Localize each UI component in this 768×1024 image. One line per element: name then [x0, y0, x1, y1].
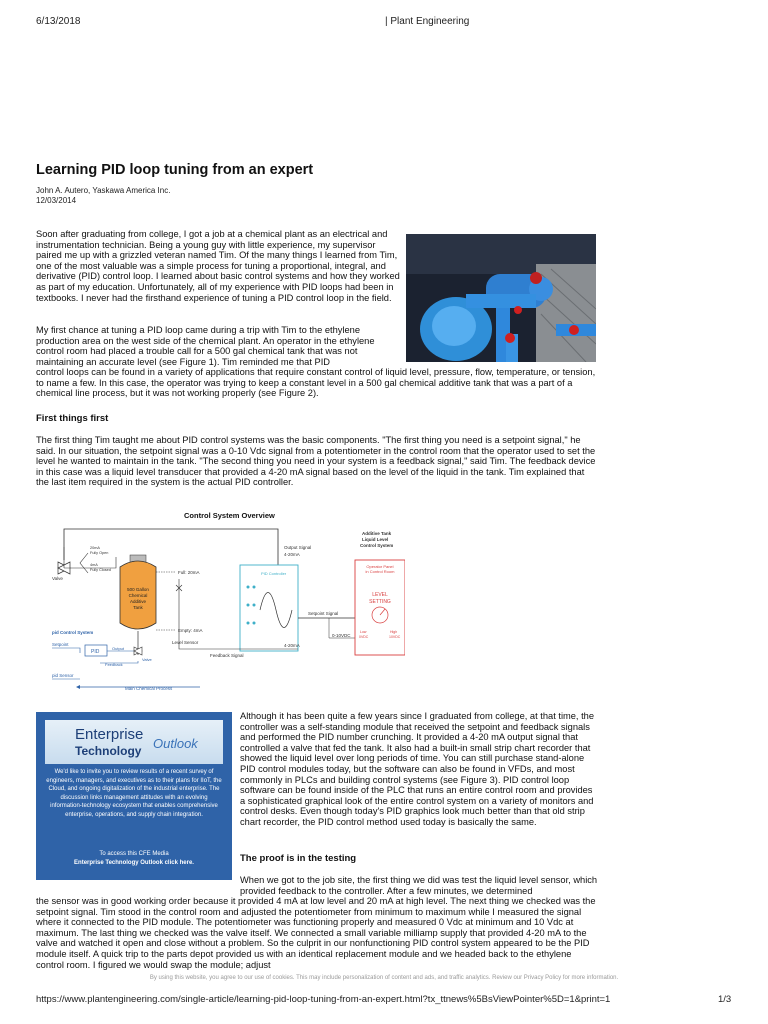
- paragraph-first-chance-a: My first chance at tuning a PID loop came during a trip with Tim to the ethylene production area on the west side of the chemical plant. An operator in the ethylene control room had placed a trouble call for a 500 gal chemical tank that was not maintaining an accurate level (see Figure 1). Tim reminded me that PID: [36, 325, 375, 367]
- svg-text:PID: PID: [91, 649, 100, 655]
- article-author: John A. Autero, Yaskawa America Inc.: [36, 186, 171, 195]
- svg-text:Fully Closed: Fully Closed: [90, 568, 111, 572]
- ad-title-enterprise: Enterprise: [75, 726, 144, 743]
- svg-text:Control System: Control System: [360, 543, 394, 548]
- cookie-notice: By using this website, you agree to our use of cookies. This may include personalization of content and ads, and traffic analytics. Review our Privacy Policy for more information.: [149, 975, 619, 981]
- svg-text:0VDC: 0VDC: [359, 635, 369, 639]
- subheading-proof-testing: The proof is in the testing: [240, 853, 357, 864]
- svg-text:Tank: Tank: [133, 605, 143, 610]
- svg-text:SETTING: SETTING: [369, 599, 391, 605]
- article-title: Learning PID loop tuning from an expert: [36, 162, 314, 178]
- paragraph-testing-a: When we got to the job site, the first thing we did was test the liquid level sensor, which provided feedback to the controller. After a few minutes, we determined: [240, 875, 598, 896]
- paragraph-intro: Soon after graduating from college, I got a job at a chemical plant as an electrical and instrumentation technician. Being a young guy with little experience, my supervisor paired me up with a grizzled veteran named Tim. Of the many things I learned from Tim, one of the most valuable was a simple process for tuning a proportional, integral, and derivative (PID) control loop. I learned about basic control systems and how they worked as part of my education. Unfortunately, all of my experience with PID loops had been in textbooks. I never had the firsthand experience of tuning a PID control loop in the field.: [36, 229, 400, 303]
- svg-text:LEVEL: LEVEL: [372, 592, 388, 598]
- svg-text:Operator Panel: Operator Panel: [366, 564, 394, 569]
- svg-text:4-20mA: 4-20mA: [284, 643, 300, 648]
- svg-text:Empty: 4mA: Empty: 4mA: [178, 628, 203, 633]
- diagram-title: Control System Overview: [184, 511, 275, 520]
- ad-banner: [45, 720, 223, 764]
- svg-text:Setpoint: Setpoint: [52, 642, 69, 647]
- page-url: https://www.plantengineering.com/single-article/learning-pid-loop-tuning-from-an-expert.html?tx_ttnews%5BsViewPointer%5D=1&print=1: [36, 994, 611, 1005]
- article-date: 12/03/2014: [36, 196, 77, 205]
- valve-left-label: Valve: [52, 576, 63, 581]
- ad-title-technology: Technology: [75, 744, 142, 758]
- article-photo: [406, 234, 596, 362]
- svg-text:Feedback: Feedback: [105, 662, 123, 667]
- svg-text:10VDC: 10VDC: [389, 635, 401, 639]
- svg-text:pid Sensor: pid Sensor: [52, 673, 74, 678]
- pid-controller-label: PID Controller: [261, 571, 287, 576]
- paragraph-first-chance-b: control loops can be found in a variety of applications that require constant control of liquid level, pressure, flow, temperature, or tension, to name a few. In this case, the operator was trying to keep a constant level in a 500 gal chemical additive tank that was a part of a chemical line process, but it was not working properly (see Figure 2).: [36, 367, 596, 399]
- print-date: 6/13/2018: [36, 16, 81, 27]
- subheading-first-things: First things first: [36, 413, 109, 424]
- svg-text:Valve: Valve: [142, 657, 152, 662]
- svg-text:Chemical: Chemical: [128, 593, 148, 598]
- svg-text:Full: 20mA: Full: 20mA: [178, 570, 200, 575]
- svg-text:4mA: 4mA: [90, 563, 98, 567]
- svg-text:0-10VDC: 0-10VDC: [332, 633, 351, 638]
- svg-text:Additive Tank: Additive Tank: [362, 531, 392, 536]
- svg-text:500 Gallon: 500 Gallon: [127, 587, 149, 592]
- ad-cta-line2[interactable]: Enterprise Technology Outlook click here.: [74, 859, 194, 866]
- paragraph-testing-b: the sensor was in good working order because it provided 4 mA at low level and 20 mA at high level. The next thing we checked was the setpoint signal. Tim stood in the control room and adjusted the potentiometer from minimum to maximum while I measured the signal where it connected to the PID module. The potentiometer was functioning properly and measured 0 Vdc at minimum and 10 Vdc at maximum. The last thing we checked was the valve itself. We connected a small variable milliamp supply that provided 4-20 mA to the valve and watched it open and close without a problem. So the culprit in our nonfunctioning PID control system appeared to be the PID module itself. A quick trip to the parts depot provided us with an identical replacement module and we headed back to the ethylene control room. I figured we would swap the module; adjust: [36, 896, 596, 970]
- enterprise-outlook-ad[interactable]: [36, 712, 232, 880]
- svg-text:Output: Output: [112, 646, 125, 651]
- site-name: | Plant Engineering: [385, 16, 470, 27]
- svg-text:Additive: Additive: [129, 599, 147, 604]
- svg-text:20mA: 20mA: [90, 546, 100, 550]
- ad-title-outlook: Outlook: [153, 736, 198, 751]
- output-signal-label: Output Signal: [284, 545, 312, 550]
- svg-text:Level Sensor: Level Sensor: [172, 640, 199, 645]
- svg-text:pid Control System: pid Control System: [52, 630, 94, 635]
- ad-cta-link[interactable]: [44, 850, 224, 867]
- paragraph-components: The first thing Tim taught me about PID control systems was the basic components. "The first thing you need is a setpoint signal," he said. In our situation, the setpoint signal was a 0-10 Vdc signal from a potentiometer in the control room that the operator used to set the level he wanted to maintain in the tank. "The second thing you need in your system is a feedback signal," said Tim. The feedback device in this case was a liquid level transducer that provided a 4-20 mA signal based on the level of the liquid in the tank. Tim explained that the last item required in the system is the actual PID controller.: [36, 435, 596, 488]
- svg-text:Fully Open: Fully Open: [90, 551, 109, 555]
- svg-text:Low: Low: [360, 630, 367, 634]
- svg-text:in Control Room: in Control Room: [365, 569, 395, 574]
- svg-text:High: High: [390, 630, 398, 634]
- svg-text:Setpoint Signal: Setpoint Signal: [308, 611, 339, 616]
- ad-cta-line1: To access this CFE Media: [99, 851, 169, 857]
- ad-body: We'd like to invite you to review results of a recent survey of engineers, managers, and executives as to their plans for IIoT, the Cloud, and ongoing digitalization of the industrial enterprise. The discussion links management attitudes with an evolving information-technology ecosystem that enables comprehensive enterprise, operations, and supply chain integration.: [46, 769, 222, 818]
- svg-text:Liquid Level: Liquid Level: [362, 537, 389, 542]
- svg-text:Main Chemical Process: Main Chemical Process: [125, 686, 173, 691]
- control-system-diagram: [50, 505, 405, 695]
- svg-text:Feedback Signal: Feedback Signal: [210, 653, 244, 658]
- page-number: 1/3: [718, 994, 732, 1005]
- output-signal-ma: 4-20mA: [284, 552, 300, 557]
- paragraph-controller-history: Although it has been quite a few years since I graduated from college, at that time, the controller was a self-standing module that received the setpoint and feedback signals and performed the PID number crunching. It provided a 4-20 mA output signal that controlled a valve that fed the tank. It also had a built-in small strip chart recorder that showed the liquid level over long periods of time. You can still purchase stand-alone PID control modules today, but the software can also be found in VFDs, and most commonly in PLCs and building control systems (see Figure 3). PID control loop software can be found inside of the PLC that runs an entire control room and provides a sophisticated graphical look of the entire control system on a variety of monitors and control desks. Even though today's PID graphics look much better than that old strip chart recorder, the PID control method used today is basically the same.: [240, 711, 595, 827]
